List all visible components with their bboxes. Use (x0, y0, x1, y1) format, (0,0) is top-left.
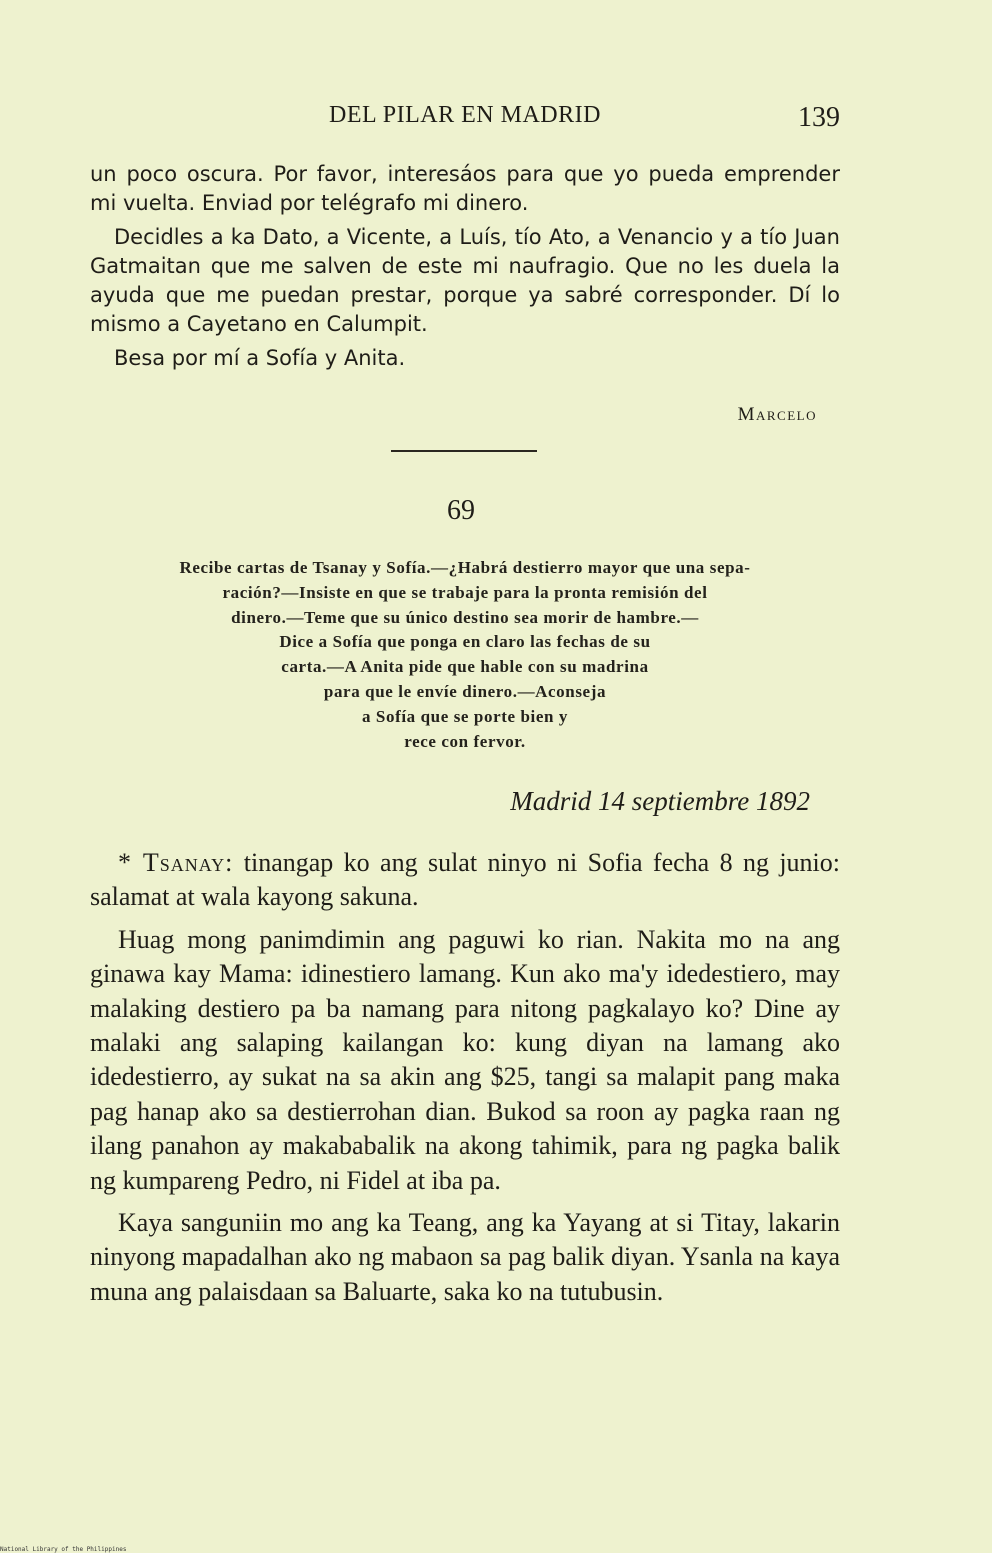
section-divider (391, 450, 537, 452)
summary-line: para que le envíe dinero.—Aconseja (323, 681, 607, 701)
paragraph: Kaya sanguniin mo ang ka Teang, ang ka Yayang at si Titay, lakarin ninyong mapadalhan ako ng mabaon sa pag balik diyan. Ysanla na kaya muna ang palaisdaan sa Baluarte, saka ko na tutubusin. (90, 1208, 840, 1306)
signature: Marcelo (737, 404, 817, 425)
summary-line: a Sofía que se porte bien y (361, 706, 569, 726)
summary-line: ración?—Insiste en que se trabaje para la pronta remisión del (222, 582, 708, 602)
paragraph: un poco oscura. Por favor, interesáos para que yo pueda emprender mi vuelta. Enviad por telégrafo mi dinero. (90, 162, 840, 215)
paragraph: Decidles a ka Dato, a Vicente, a Luís, tío Ato, a Venancio y a tío Juan Gatmaitan que me salven de este mi naufragio. Que no les duela la ayuda que me puedan prestar, porque ya sabré corresponder. Dí lo mismo a Cayetano en Calumpit. (90, 225, 840, 336)
paragraph: Huag mong panimdimin ang paguwi ko rian. Nakita mo na ang ginawa kay Mama: idinestiero lamang. Kun ako ma'y idedestiero, may malaking destiero pa ba namang para nitong pagkalayo ko? Dine ay malaki ang salaping kailangan ko: kung diyan na lamang ako idedestierro, ay sukat na sa akin ang $25, tangi sa malapit pang maka pag hanap ako sa destierrohan dian. Bukod sa roon ay pagka raan ng ilang panahon ay makababalik na akong tahimik, para ng pagka balik ng kumpareng Pedro, ni Fidel at iba pa. (90, 924, 840, 1195)
letter-body (90, 846, 840, 1317)
letter-summary (90, 556, 840, 754)
running-title: DEL PILAR EN MADRID (329, 102, 601, 128)
summary-line: rece con fervor. (404, 731, 526, 751)
summary-line: carta.—A Anita pide que hable con su madrina (281, 657, 649, 677)
summary-line: Recibe cartas de Tsanay y Sofía.—¿Habrá destierro mayor que una sepa- (179, 558, 751, 577)
salutation: * Tsanay: (118, 848, 234, 877)
summary-line: dinero.—Teme que su único destino sea morir de hambre.— (231, 607, 699, 627)
paragraph (90, 846, 840, 915)
paragraph-text: tinangap ko ang sulat ninyo ni Sofia fecha 8 ng junio: salamat at wala kayong sakuna. (90, 848, 840, 912)
summary-line: Dice a Sofía que ponga en claro las fechas de su (279, 632, 651, 652)
page-number: 139 (798, 102, 840, 133)
dateline: Madrid 14 septiembre 1892 (510, 786, 810, 816)
running-head (90, 100, 840, 140)
library-watermark: National Library of the Philippines (0, 1546, 127, 1553)
previous-letter-text (90, 160, 840, 378)
paragraph: Besa por mí a Sofía y Anita. (114, 346, 406, 370)
letter-number: 69 (447, 495, 475, 526)
